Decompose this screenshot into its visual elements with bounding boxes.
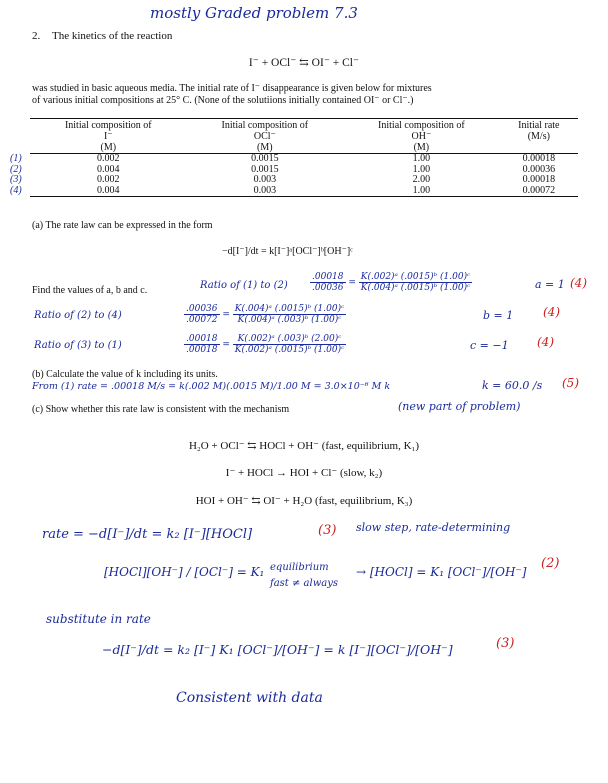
table-cell: 0.002 <box>97 174 120 185</box>
score-a: (4) <box>570 276 587 290</box>
substitute-note: substitute in rate <box>46 612 151 626</box>
c-result: c = −1 <box>470 339 509 352</box>
rate-law-form: −d[I⁻]/dt = k[I⁻]ᵃ[OCl⁻]ᵇ[OH⁻]ᶜ <box>222 246 353 257</box>
k-result: k = 60.0 /s <box>482 379 543 392</box>
mechanism-step-1: H₂O + OCl⁻ ⇆ HOCl + OH⁻ (fast, equilibrium, K₁) <box>188 440 420 452</box>
score-b: (4) <box>543 305 560 319</box>
consistent-conclusion: Consistent with data <box>176 690 323 706</box>
ratio-numerator: .00036 <box>186 304 218 314</box>
col-header-hydroxide: Initial composition of <box>343 119 500 132</box>
row-label: (4) <box>10 184 22 196</box>
ratio-rhs-numerator: K(.004)ᵃ (.0015)ᵇ (1.00)ᶜ <box>234 304 345 314</box>
ratio-2-4-label: Ratio of (2) to (4) <box>34 310 122 321</box>
ratio-denominator: .00036 <box>312 283 344 293</box>
header-handwritten-note: mostly Graded problem 7.3 <box>150 4 358 22</box>
table-cell: 0.003 <box>253 174 277 185</box>
mechanism-step-3: HOI + OH⁻ ⇆ OI⁻ + H₂O (fast, equilibrium, K₃) <box>195 495 413 507</box>
ratio-rhs-denominator: K(.004)ᵃ (.0015)ᵇ (1.00)ᶜ <box>360 283 471 293</box>
part-b-prompt: (b) Calculate the value of k including its units. <box>32 369 218 380</box>
slow-step-note: slow step, rate-determining <box>356 521 511 534</box>
find-values-prompt: Find the values of a, b and c. <box>32 285 148 296</box>
col-header-rate: Initial rate <box>500 119 578 132</box>
part-c-prompt: (c) Show whether this rate law is consistent with the mechanism <box>32 404 290 415</box>
col-species-hydroxide: OH⁻ <box>411 131 432 142</box>
part-a-prompt: (a) The rate law can be expressed in the form <box>32 220 213 231</box>
ratio-3-1-fraction: $\frac{.00018}{.00018}$ = $\frac{\text{K(.002)ᵃ (.003)ᵇ (2.00)ᶜ}}{\text{K(.002)ᵃ (.0015)ᵇ (1.00)ᶜ}}$ <box>186 334 345 355</box>
table-cell: 0.00072 <box>500 186 578 197</box>
ratio-2-4-fraction: $\frac{.00036}{.00072}$ = $\frac{\text{K(.004)ᵃ (.0015)ᵇ (1.00)ᶜ}}{\text{K(.004)ᵃ (.003)ᵇ (1.00)ᶜ}}$ <box>186 304 345 325</box>
table-cell: 0.0015 <box>251 163 279 175</box>
col-units-rate: (M/s) <box>527 131 550 142</box>
table-cell: 0.003 <box>187 186 344 197</box>
ratio-denominator: .00018 <box>186 345 218 355</box>
table-cell: 0.004 <box>97 184 120 196</box>
score-rate: (3) <box>318 523 337 538</box>
table-cell: 0.004 <box>97 163 120 175</box>
table-cell: 0.0015 <box>251 153 279 164</box>
problem-intro: The kinetics of the reaction <box>52 30 173 42</box>
new-part-note: (new part of problem) <box>398 400 521 413</box>
table-cell: 2.00 <box>412 174 431 185</box>
description-line-2: of various initial compositions at 25° C. (None of the solutiions initially contained OI⁻ or Cl⁻.) <box>32 95 414 106</box>
table-row <box>30 186 578 197</box>
table-cell: 0.00018 <box>522 153 556 164</box>
b-result: b = 1 <box>483 309 514 322</box>
equilibrium-expression: [HOCl][OH⁻] / [OCl⁻] = K₁ <box>104 565 265 579</box>
col-units-hypochlorite: (M) <box>187 142 344 154</box>
table-cell: 1.00 <box>343 186 500 197</box>
col-units-iodide: (M) <box>30 142 187 154</box>
col-species-iodide: I⁻ <box>103 131 113 142</box>
col-species-hypochlorite: OCl⁻ <box>253 131 276 142</box>
row-label: (1) <box>10 153 22 164</box>
table-cell: 0.00018 <box>522 174 556 185</box>
score-subst: (3) <box>496 636 515 651</box>
table-cell: 0.002 <box>97 153 120 164</box>
ratio-3-1-label: Ratio of (3) to (1) <box>34 340 122 351</box>
a-result: a = 1 <box>535 278 565 291</box>
ratio-denominator: .00072 <box>186 315 218 325</box>
description-line-1: was studied in basic aqueous media. The initial rate of I⁻ disappearance is given below for mixtures <box>32 83 432 94</box>
table-cell: 0.00036 <box>522 163 556 175</box>
mechanism-step-2: I⁻ + HOCl → HOI + Cl⁻ (slow, k₂) <box>225 467 383 479</box>
col-units-hydroxide: (M) <box>343 142 500 154</box>
row-label: (3) <box>10 174 22 185</box>
ratio-1-2-fraction: $\frac{.00018}{.00036}$ = $\frac{\text{K(.002)ᵃ (.0015)ᵇ (1.00)ᶜ}}{\text{K(.004)ᵃ (.0015)ᵇ (1.00)ᶜ}}$ <box>312 272 471 293</box>
substituted-rate-equation: −d[I⁻]/dt = k₂ [I⁻] K₁ [OCl⁻]/[OH⁻] = k [I⁻][OCl⁻]/[OH⁻] <box>102 642 453 657</box>
ratio-rhs-denominator: K(.002)ᵃ (.0015)ᵇ (1.00)ᶜ <box>234 345 345 355</box>
ratio-numerator: .00018 <box>312 272 344 282</box>
ratio-rhs-numerator: K(.002)ᵃ (.0015)ᵇ (1.00)ᶜ <box>360 272 471 282</box>
equilibrium-note: equilibrium <box>270 562 329 573</box>
reaction-equation: I⁻ + OCl⁻ ⇆ OI⁻ + Cl⁻ <box>248 57 360 69</box>
table-cell: 1.00 <box>412 153 431 164</box>
rate-step-equation: rate = −d[I⁻]/dt = k₂ [I⁻][HOCl] <box>42 527 253 542</box>
ratio-numerator: .00018 <box>186 334 218 344</box>
table-cell: 1.00 <box>412 163 431 175</box>
ratio-rhs-denominator: K(.004)ᵃ (.003)ᵇ (1.00)ᶜ <box>237 315 342 325</box>
initial-rate-table <box>10 118 578 197</box>
score-k: (5) <box>562 376 579 390</box>
hocl-expression: → [HOCl] = K₁ [OCl⁻]/[OH⁻] <box>356 565 527 579</box>
col-header-hypochlorite: Initial composition of <box>187 119 344 132</box>
score-eq: (2) <box>541 556 560 571</box>
problem-number: 2. <box>32 30 41 42</box>
ratio-rhs-numerator: K(.002)ᵃ (.003)ᵇ (2.00)ᶜ <box>233 334 347 345</box>
col-header-iodide: Initial composition of <box>30 119 187 132</box>
row-label: (2) <box>10 163 22 175</box>
ratio-1-2-label: Ratio of (1) to (2) <box>200 280 288 291</box>
fast-always-note: fast ≠ always <box>270 578 339 589</box>
k-calculation: From (1) rate = .00018 M/s = k(.002 M)(.0015 M)/1.00 M = 3.0×10⁻⁶ M k <box>32 381 391 392</box>
col-units-blank <box>500 142 578 154</box>
score-c: (4) <box>537 335 554 349</box>
